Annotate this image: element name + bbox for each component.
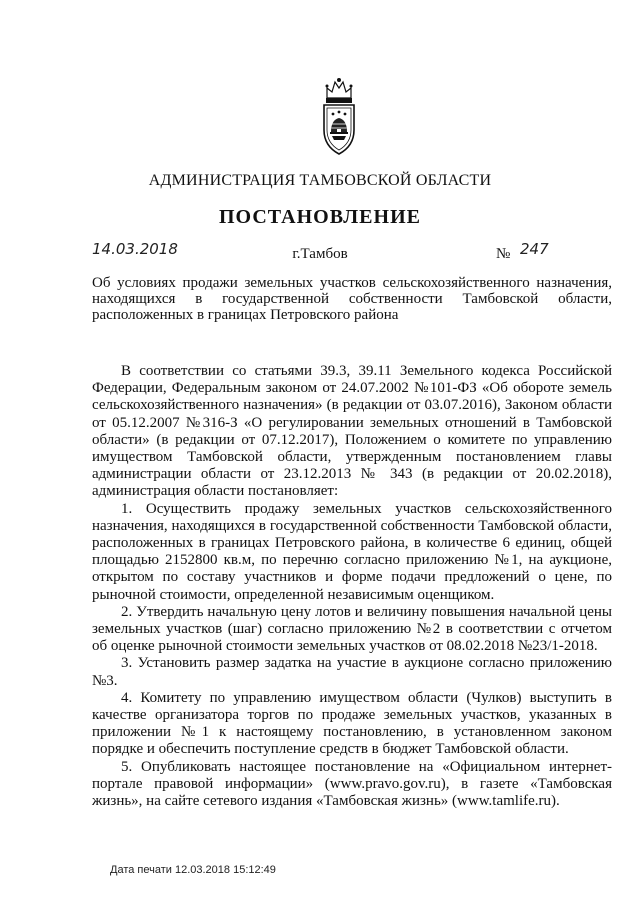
document-body bbox=[92, 363, 612, 810]
clause-5-paragraph: 5. Опубликовать настоящее постановление на «Официальном интернет-портале правовой информации» (www.pravo.gov.ru), в газете «Тамбовская жизнь», на сайте сетевого издания «Тамбовская жизнь» (www.tamlife.ru). bbox=[92, 758, 612, 810]
preamble-paragraph: В соответствии со статьями 39.3, 39.11 Земельного кодекса Российской Федерации, Федеральным законом от 24.07.2002 №101-ФЗ «Об обороте земель сельскохозяйственного назначения» (в редакции от 03.07.2016), Законом области от 05.12.2007 №316-З «О регулировании земельных отношений в Тамбовской области» (в редакции от 07.12.2017), Положением о комитете по управлению имуществом Тамбовской области, утвержденным постановлением главы администрации области от 23.12.2013 № 343 (в редакции от 20.02.2018), администрация области постановляет: bbox=[92, 363, 612, 500]
clause-1-paragraph: 1. Осуществить продажу земельных участков сельскохозяйственного назначения, находящихся в государственной собственности Тамбовской области, расположенных в границах Петровского района, в количестве 6 единиц, общей площадью 2152800 кв.м, по перечню согласно приложению №1, на аукционе, открытом по составу участников и форме подачи предложений о цене, по рыночной стоимости, определенной независимым оценщиком. bbox=[92, 500, 612, 603]
document-subject: Об условиях продажи земельных участков сельскохозяйственного назначения, находящихся в государственной собственности Тамбовской области, расположенных в границах Петровского района bbox=[92, 275, 612, 323]
coat-of-arms-emblem bbox=[318, 74, 360, 158]
organization-title: АДМИНИСТРАЦИЯ ТАМБОВСКОЙ ОБЛАСТИ bbox=[148, 172, 492, 189]
clause-3-paragraph: 3. Установить размер задатка на участие в аукционе согласно приложению №3. bbox=[92, 655, 612, 689]
clause-2-paragraph: 2. Утвердить начальную цену лотов и величину повышения начальной цены земельных участков (шаг) согласно приложению №2 в соответствии с отчетом об оценке рыночной стоимости земельных участков от 08.02.2018 №23/1-2018. bbox=[92, 603, 612, 655]
document-number: 247 bbox=[520, 240, 549, 258]
document-number-label: № bbox=[496, 246, 511, 262]
document-type-title: ПОСТАНОВЛЕНИЕ bbox=[219, 206, 421, 228]
document-date: 14.03.2018 bbox=[92, 240, 178, 258]
clause-4-paragraph: 4. Комитету по управлению имуществом области (Чулков) выступить в качестве организатора торгов по продаже земельных участков, указанных в приложении №1 к настоящему постановлению, в установленном законом порядке и обеспечить поступление средств в бюджет Тамбовской области. bbox=[92, 689, 612, 758]
print-date-footer: Дата печати 12.03.2018 15:12:49 bbox=[110, 864, 276, 876]
document-city: г.Тамбов bbox=[292, 246, 348, 262]
